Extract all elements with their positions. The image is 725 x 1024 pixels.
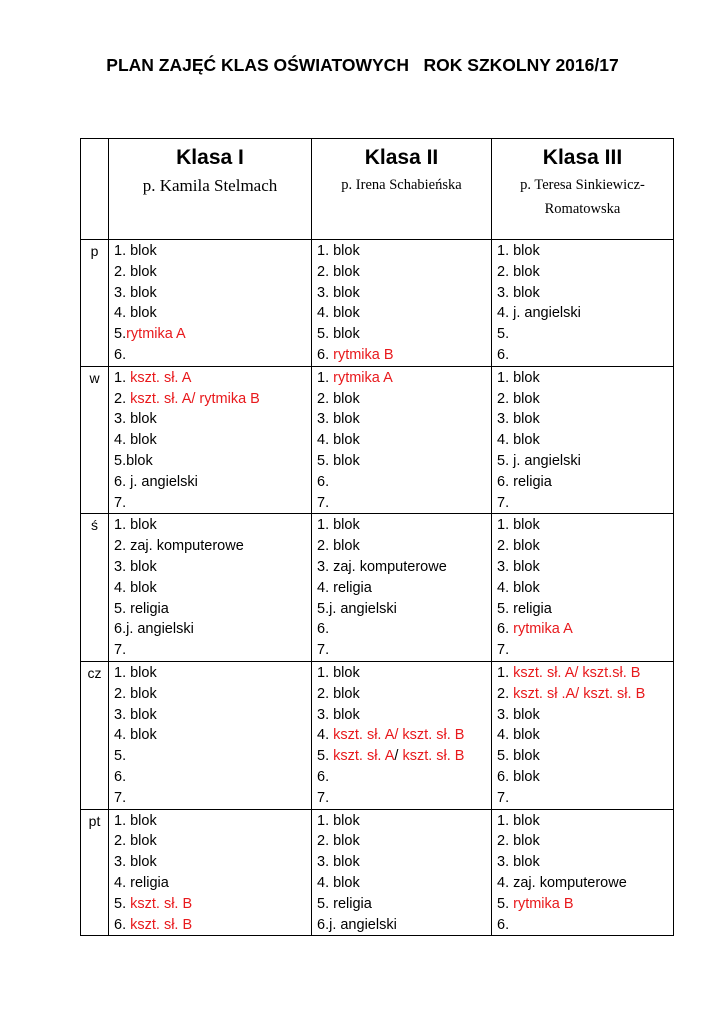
lesson-text: 6. [497,621,514,638]
schedule-cell [492,514,674,662]
schedule-cell [492,661,674,809]
lesson-text: 7. [114,494,127,511]
lesson-text: 1. blok [114,243,157,259]
lesson-entry [317,788,491,809]
lesson-entry [497,262,673,283]
lesson-text: 1. blok [317,664,360,681]
lesson-entry [497,283,673,304]
corner-cell [81,139,109,240]
lesson-entry [114,515,311,536]
lesson-text: 3. blok [497,411,540,428]
lesson-text: 2. blok [497,390,540,407]
lesson-entry [497,788,673,809]
lesson-entry [497,831,673,852]
lesson-text: 5. religia [114,600,169,617]
lesson-entry [497,472,673,493]
lesson-entry [114,472,311,493]
lesson-text: 6. [317,346,334,363]
lesson-entry [114,663,311,684]
lesson-entry [497,852,673,873]
lesson-entry [497,705,673,726]
lesson-entry [114,451,311,472]
lesson-text: 7. [317,494,330,511]
schedule-cell [492,809,674,936]
lesson-text: 5. religia [317,895,372,912]
lesson-text: 7. [497,789,510,806]
day-label: cz [81,661,109,809]
schedule-cell [312,366,492,514]
lesson-text: 4. blok [317,874,360,891]
lesson-entry [114,536,311,557]
lesson-text: 4. zaj. komputerowe [497,874,627,891]
lesson-entry [317,472,491,493]
lesson-text: 3. blok [497,854,540,871]
lesson-entry [317,262,491,283]
lesson-text: 3. blok [114,284,157,301]
lesson-text: 1. blok [497,812,540,829]
lesson-text: 4. blok [114,727,157,744]
lesson-entry [114,262,311,283]
lesson-text: 6. religia [497,473,552,490]
highlighted-lesson-text: rytmika B [513,895,574,912]
lesson-entry [317,578,491,599]
lesson-text: 6.j. angielski [114,621,194,638]
lesson-text: 5. [317,748,334,765]
lesson-text: 5.j. angielski [317,600,397,617]
lesson-entry [317,725,491,746]
lesson-entry [317,515,491,536]
lesson-text: 2. blok [317,538,360,555]
lesson-entry [114,368,311,389]
highlighted-lesson-text: kszt. sł. B [402,748,465,765]
lesson-entry [114,746,311,767]
lesson-text: 6. [114,346,127,363]
schedule-cell [492,366,674,514]
lesson-text: 3. blok [114,854,157,871]
lesson-entry [497,767,673,788]
lesson-entry [497,894,673,915]
highlighted-lesson-text: kszt. sł. A/ kszt. sł. B [333,727,465,744]
lesson-entry [317,831,491,852]
lesson-text: 5. blok [317,326,360,343]
lesson-text: 1. blok [497,243,540,259]
highlighted-lesson-text: rytmika B [333,346,394,363]
lesson-text: 1. blok [114,664,157,681]
lesson-text: 6. [114,916,131,933]
lesson-text: 6. j. angielski [114,473,198,490]
lesson-entry [114,788,311,809]
lesson-text: 6. blok [497,768,540,785]
lesson-entry [317,619,491,640]
teacher-name: p. Kamila Stelmach [142,176,278,195]
teacher-name: p. Irena Schabieńska [341,177,462,193]
lesson-text: 1. blok [114,517,157,534]
schedule-cell [109,809,312,936]
lesson-text: 6. [317,473,330,490]
lesson-entry [317,894,491,915]
lesson-text: 6. [497,916,510,933]
lesson-entry [317,409,491,430]
page-title: PLAN ZAJĘĆ KLAS OŚWIATOWYCH ROK SZKOLNY 2016/17 [106,55,619,75]
highlighted-lesson-text: kszt. sł. A/ kszt.sł. B [513,664,641,681]
lesson-entry [114,811,311,832]
lesson-text: 5. [497,895,514,912]
lesson-text: 5. [114,326,127,343]
lesson-text: 4. religia [114,874,169,891]
lesson-entry [497,389,673,410]
lesson-text: 2. blok [317,833,360,850]
lesson-entry [317,324,491,345]
lesson-text: 7. [317,642,330,659]
lesson-entry [497,811,673,832]
lesson-text: 4. blok [317,305,360,322]
lesson-entry [317,389,491,410]
lesson-entry [497,368,673,389]
lesson-text: 2. blok [317,685,360,702]
lesson-entry [114,725,311,746]
lesson-text: 6. [317,768,330,785]
lesson-text: 1. blok [497,517,540,534]
lesson-entry [317,345,491,366]
lesson-text: 4. blok [497,727,540,744]
lesson-entry [317,303,491,324]
class-header-3 [492,139,674,240]
lesson-entry [317,493,491,514]
lesson-text: 1. [317,369,334,386]
class-name: Klasa I [176,146,244,169]
lesson-entry [317,746,491,767]
lesson-entry [114,578,311,599]
lesson-text: 5. religia [497,600,552,617]
lesson-entry [317,451,491,472]
lesson-text: 2. blok [114,263,157,280]
lesson-entry [317,241,491,262]
day-label: ś [81,514,109,662]
day-row [81,514,674,662]
teacher-name-line1: p. Teresa Sinkiewicz- [520,177,645,193]
lesson-entry [114,241,311,262]
lesson-entry [497,915,673,936]
lesson-text: 4. j. angielski [497,305,581,322]
lesson-entry [114,831,311,852]
lesson-text: 3. blok [114,558,157,575]
day-row [81,809,674,936]
lesson-text: 3. blok [317,411,360,428]
lesson-entry [497,451,673,472]
lesson-text: 3. blok [114,706,157,723]
lesson-entry [114,894,311,915]
schedule-cell [109,661,312,809]
day-row [81,661,674,809]
lesson-text: 4. blok [317,432,360,449]
schedule-cell [312,809,492,936]
lesson-text: 3. blok [317,284,360,301]
lesson-entry [497,599,673,620]
lesson-text: 6. [114,768,127,785]
lesson-text: 5. [497,326,510,343]
schedule-cell [109,514,312,662]
class-name: Klasa II [364,146,439,169]
day-label: p [81,240,109,367]
lesson-entry [317,283,491,304]
lesson-text: 2. blok [497,833,540,850]
lesson-text: 5.blok [114,452,153,469]
lesson-text: 7. [497,642,510,659]
lesson-entry [497,746,673,767]
lesson-entry [497,578,673,599]
lesson-entry [497,684,673,705]
lesson-entry [114,283,311,304]
lesson-text: 3. blok [114,411,157,428]
lesson-text: / [394,748,403,765]
lesson-entry [497,241,673,262]
lesson-text: 5. j. angielski [497,452,581,469]
lesson-entry [114,640,311,661]
lesson-entry [497,430,673,451]
lesson-entry [317,767,491,788]
lesson-entry [497,663,673,684]
lesson-entry [317,430,491,451]
lesson-entry [114,345,311,366]
lesson-entry [497,493,673,514]
lesson-entry [114,557,311,578]
lesson-entry [317,684,491,705]
lesson-entry [497,536,673,557]
highlighted-lesson-text: kszt. sł. A [130,369,192,386]
lesson-text: 6. [317,621,330,638]
lesson-text: 2. blok [317,390,360,407]
lesson-entry [317,599,491,620]
lesson-entry [114,493,311,514]
lesson-entry [317,368,491,389]
highlighted-lesson-text: kszt. sł. A/ rytmika B [130,390,260,407]
class-header-2 [312,139,492,240]
schedule-cell [312,514,492,662]
schedule-cell [312,661,492,809]
lesson-entry [114,705,311,726]
lesson-entry [114,389,311,410]
lesson-text: 7. [317,789,330,806]
lesson-text: 2. [114,390,131,407]
lesson-text: 1. blok [114,812,157,829]
lesson-text: 3. blok [497,706,540,723]
lesson-entry [114,430,311,451]
lesson-text: 3. zaj. komputerowe [317,558,447,575]
lesson-entry [114,873,311,894]
lesson-entry [497,725,673,746]
lesson-text: 2. [497,685,514,702]
lesson-text: 3. blok [497,284,540,301]
header-row [81,139,674,240]
lesson-text: 1. blok [497,369,540,386]
lesson-text: 7. [497,494,510,511]
day-row [81,366,674,514]
lesson-entry [497,557,673,578]
lesson-entry [497,619,673,640]
lesson-text: 3. blok [317,854,360,871]
lesson-entry [497,324,673,345]
lesson-text: 5. blok [317,452,360,469]
lesson-entry [114,915,311,936]
lesson-text: 1. [114,369,131,386]
lesson-text: 5. [114,895,131,912]
highlighted-lesson-text: rytmika A [333,369,393,386]
lesson-text: 7. [114,642,127,659]
lesson-text: 2. blok [317,263,360,280]
highlighted-lesson-text: rytmika A [126,326,186,343]
lesson-entry [317,915,491,936]
lesson-entry [497,409,673,430]
lesson-text: 4. religia [317,579,372,596]
lesson-entry [114,324,311,345]
lesson-entry [317,536,491,557]
lesson-text: 4. blok [114,305,157,322]
lesson-text: 3. blok [497,558,540,575]
lesson-text: 4. blok [114,579,157,596]
class-name: Klasa III [542,146,623,169]
highlighted-lesson-text: rytmika A [513,621,573,638]
lesson-text: 4. blok [497,432,540,449]
lesson-entry [497,345,673,366]
lesson-text: 6.j. angielski [317,916,397,933]
highlighted-lesson-text: kszt. sł. B [130,916,193,933]
lesson-text: 4. blok [497,579,540,596]
lesson-entry [114,303,311,324]
lesson-text: 2. blok [114,833,157,850]
lesson-text: 7. [114,789,127,806]
lesson-entry [317,663,491,684]
schedule-cell [109,240,312,367]
lesson-entry [317,811,491,832]
highlighted-lesson-text: kszt. sł. A [333,748,395,765]
lesson-entry [317,640,491,661]
lesson-text: 1. blok [317,812,360,829]
lesson-entry [497,640,673,661]
lesson-entry [497,873,673,894]
lesson-text: 2. zaj. komputerowe [114,538,244,555]
lesson-text: 2. blok [497,538,540,555]
schedule-cell [109,366,312,514]
lesson-entry [114,409,311,430]
lesson-text: 2. blok [497,263,540,280]
lesson-text: 6. [497,346,510,363]
lesson-text: 4. blok [114,432,157,449]
lesson-entry [317,557,491,578]
class-header-1 [109,139,312,240]
schedule-cell [312,240,492,367]
lesson-entry [497,303,673,324]
day-row [81,240,674,367]
lesson-entry [114,619,311,640]
lesson-text: 1. [497,664,514,681]
schedule-table [80,138,674,936]
teacher-name-line2: Romatowska [544,201,621,217]
lesson-text: 2. blok [114,685,157,702]
lesson-entry [317,705,491,726]
lesson-entry [497,515,673,536]
lesson-entry [317,852,491,873]
schedule-cell [492,240,674,367]
day-label: pt [81,809,109,936]
lesson-text: 5. blok [497,748,540,765]
lesson-text: 5. [114,748,127,765]
lesson-text: 1. blok [317,517,360,534]
lesson-entry [114,684,311,705]
lesson-text: 3. blok [317,706,360,723]
lesson-entry [114,599,311,620]
day-label: w [81,366,109,514]
lesson-text: 1. blok [317,243,360,259]
highlighted-lesson-text: kszt. sł. B [130,895,193,912]
lesson-entry [114,767,311,788]
lesson-entry [114,852,311,873]
lesson-entry [317,873,491,894]
lesson-text: 4. [317,727,334,744]
highlighted-lesson-text: kszt. sł .A/ kszt. sł. B [513,685,646,702]
